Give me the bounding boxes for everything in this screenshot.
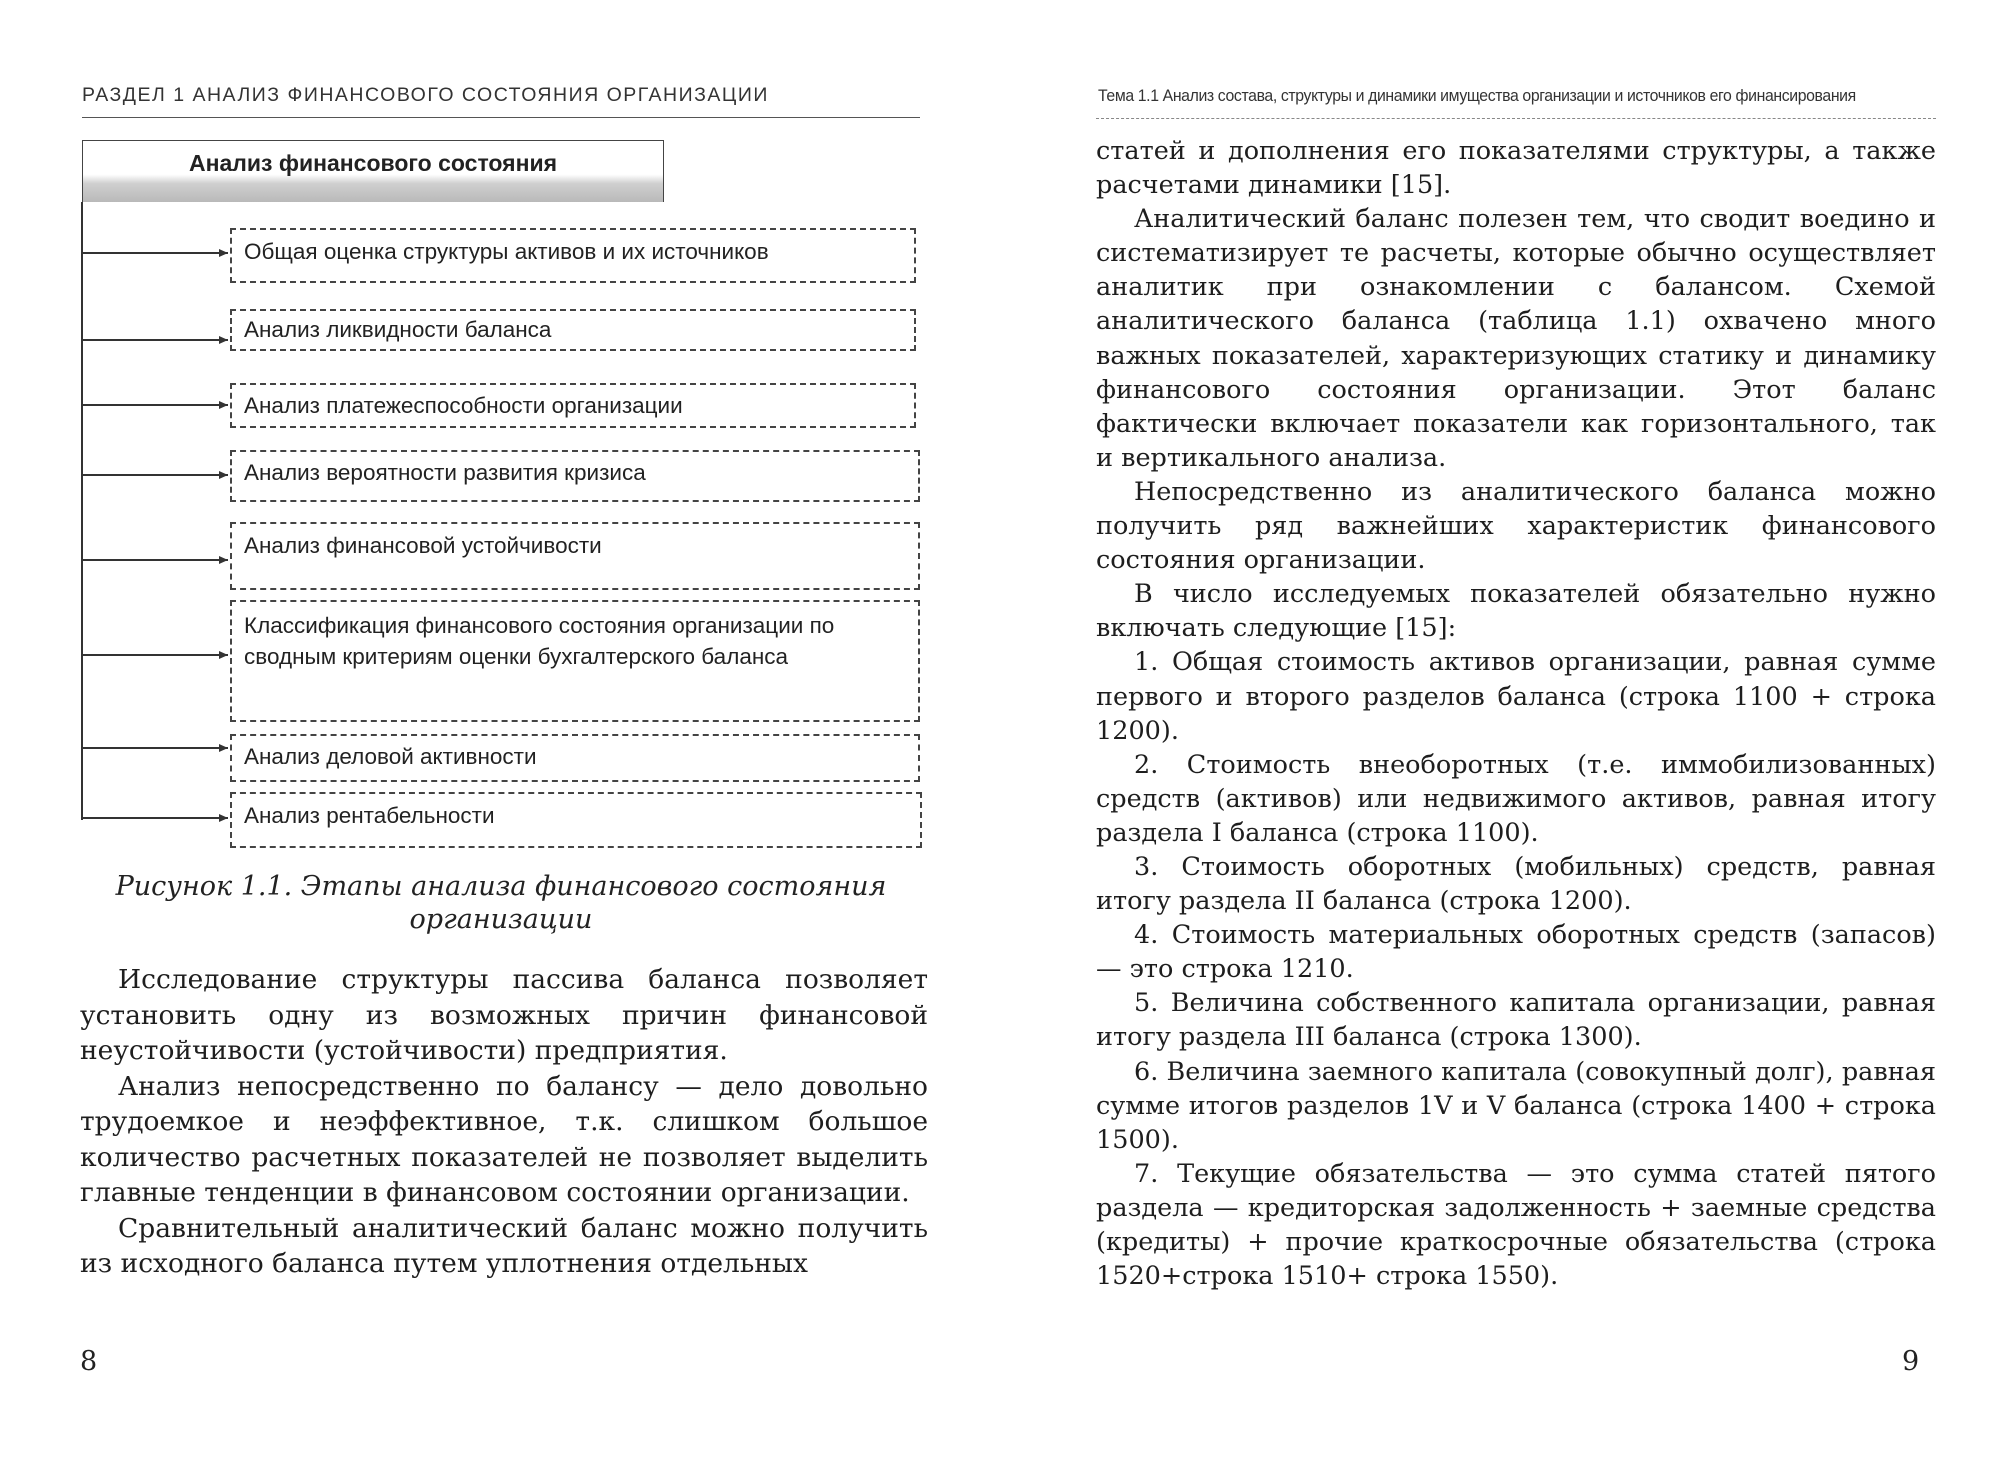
list-item: 2. Стоимость внеоборотных (т.е. иммобилизованных) средств (активов) или недвижимого активов, равная итогу раздела I баланса (строка 1100). (1096, 749, 1936, 848)
stage-box-7: Анализ деловой активности (230, 734, 920, 782)
list-item: 7. Текущие обязательства — это сумма статей пятого раздела — кредиторская задолженность + заемные средства (кредиты) + прочие краткосрочные обязательства (строка 1520+строка 1510+ строка 1550). (1096, 1158, 1936, 1292)
paragraph: Анализ непосредственно по балансу — дело довольно трудоемкое и неэффективное, т.к. слишком большое количество расчетных показателей не позволяет выделить главные тенденции в финансовом состоянии организации. (80, 1070, 928, 1208)
right-body-text (1096, 134, 1936, 1293)
running-head-left: РАЗДЕЛ 1 АНАЛИЗ ФИНАНСОВОГО СОСТОЯНИЯ ОРГАНИЗАЦИИ (82, 84, 769, 106)
list-item: 1. Общая стоимость активов организации, равная сумме первого и второго разделов баланса (строка 1100 + строка 1200). (1096, 647, 1936, 746)
page-number-left: 8 (80, 1346, 98, 1377)
stage-box-3: Анализ платежеспособности организации (230, 383, 916, 428)
stage-box-4: Анализ вероятности развития кризиса (230, 450, 920, 502)
diagram-header-title: Анализ финансового состояния (188, 150, 558, 176)
paragraph: Аналитический баланс полезен тем, что сводит воедино и систематизирует те расчеты, которые обычно осуществляет аналитик при ознакомлении с балансом. Схемой аналитического баланса (таблица 1.1) охвачено много важных показателей, характеризующих статику и динамику финансового состояния организации. Этот баланс фактически включает показатели как горизонтального, так и вертикального анализа. (1096, 204, 1936, 473)
paragraph: Исследование структуры пассива баланса позволяет установить одну из возможных причин финансовой неустойчивости (устойчивости) предприятия. (80, 964, 928, 1066)
list-item: 6. Величина заемного капитала (совокупный долг), равная сумме итогов разделов 1V и V баланса (строка 1400 + строка 1500). (1096, 1056, 1936, 1155)
right-page (1000, 0, 2000, 1479)
paragraph: В число исследуемых показателей обязательно нужно включать следующие [15]: (1096, 579, 1936, 644)
paragraph: Сравнительный аналитический баланс можно получить из исходного баланса путем уплотнения отдельных (80, 1212, 928, 1279)
flow-diagram (0, 0, 1000, 870)
list-item: 4. Стоимость материальных оборотных средств (запасов) — это строка 1210. (1096, 920, 1936, 985)
figure-caption: Рисунок 1.1. Этапы анализа финансового состояния организации (115, 871, 887, 935)
stage-box-1: Общая оценка структуры активов и их источников (230, 228, 916, 283)
stage-box-8: Анализ рентабельности (230, 792, 922, 848)
left-body-text (80, 962, 928, 1282)
list-item: 5. Величина собственного капитала организации, равная итогу раздела III баланса (строка 1300). (1096, 988, 1936, 1053)
list-item: 3. Стоимость оборотных (мобильных) средств, равная итогу раздела II баланса (строка 1200). (1096, 851, 1936, 917)
stage-box-2: Анализ ликвидности баланса (230, 309, 916, 351)
running-head-right: Тема 1.1 Анализ состава, структуры и динамики имущества организации и источников его финансирования (1098, 86, 1856, 105)
stage-box-5: Анализ финансовой устойчивости (230, 522, 920, 590)
paragraph: Непосредственно из аналитического баланса можно получить ряд важнейших характеристик финансового состояния организации. (1096, 476, 1936, 576)
page-number-right: 9 (1902, 1346, 1920, 1377)
stage-box-6: Классификация финансового состояния организации по сводным критериям оценки бухгалтерского баланса (230, 600, 920, 722)
header-rule-right (1096, 118, 1936, 119)
paragraph: статей и дополнения его показателями структуры, а также расчетами динамики [15]. (1096, 136, 1936, 201)
